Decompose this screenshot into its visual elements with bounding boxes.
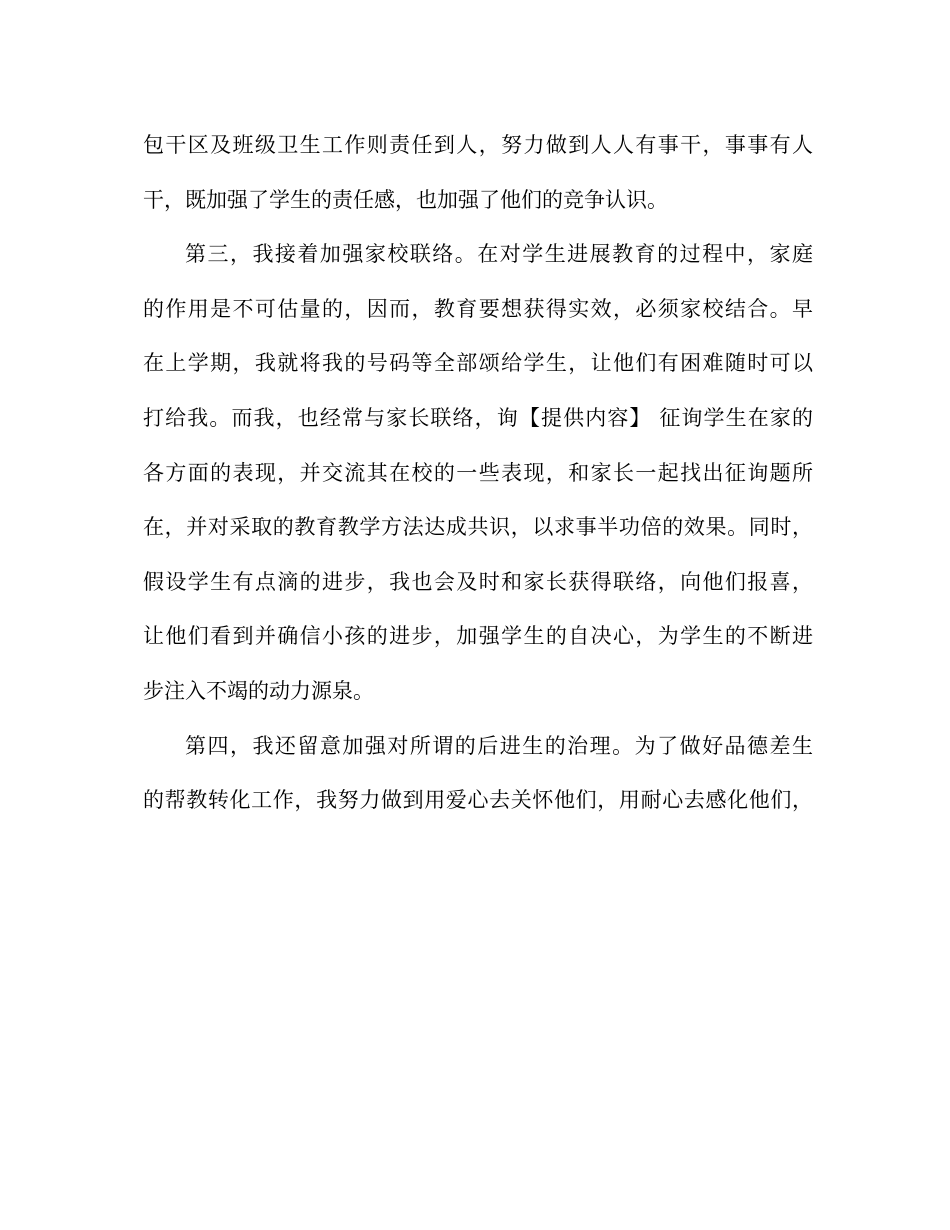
text-line: 步注入不竭的动力源泉。 — [143, 678, 374, 703]
text-line: 的作用是不可估量的，因而，教育要想获得实效，必须家校结合。早 — [143, 296, 813, 321]
text-line: 干，既加强了学生的责任感，也加强了他们的竞争认识。 — [143, 187, 668, 212]
text-line: 在上学期，我就将我的号码等全部颂给学生，让他们有困难随时可以 — [143, 351, 813, 376]
text-line: 假设学生有点滴的进步，我也会及时和家长获得联络，向他们报喜， — [143, 569, 813, 594]
text-line: 各方面的表现，并交流其在校的一些表现，和家长一起找出征询题所 — [143, 460, 813, 485]
paragraph-start-line: 第三，我接着加强家校联络。在对学生进展教育的过程中，家庭 — [185, 242, 813, 267]
body-text — [143, 118, 813, 828]
text-line: 的帮教转化工作，我努力做到用爱心去关怀他们，用耐心去感化他们， — [143, 788, 813, 813]
text-line: 打给我。而我，也经常与家长联络，询【提供内容】 征询学生在家的 — [143, 405, 813, 430]
text-line: 包干区及班级卫生工作则责任到人，努力做到人人有事干，事事有人 — [143, 133, 813, 157]
text-line: 在，并对采取的教育教学方法达成共识，以求事半功倍的效果。同时， — [143, 515, 813, 540]
text-line: 让他们看到并确信小孩的进步，加强学生的自决心，为学生的不断进 — [143, 624, 813, 649]
paragraph-start-line: 第四，我还留意加强对所谓的后进生的治理。为了做好品德差生 — [185, 733, 813, 758]
